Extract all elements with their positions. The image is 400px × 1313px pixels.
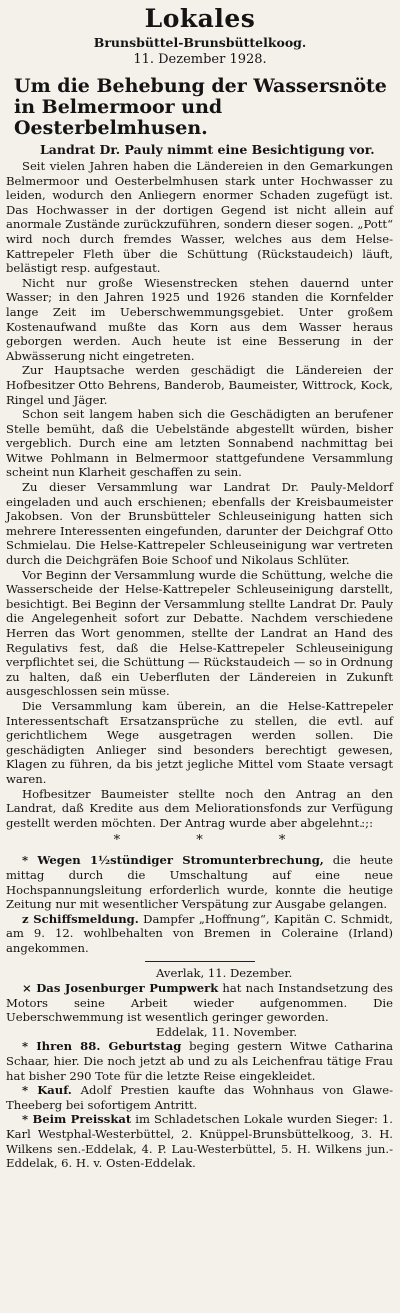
- notice-paragraph: [6, 1083, 393, 1112]
- headline-line-2: in Belmermoor und Oesterbelmhusen.: [14, 96, 223, 139]
- notice-paragraph: [6, 1112, 393, 1170]
- article-headline: [14, 76, 394, 139]
- notice-text: im Schladetschen Lokale wurden Sieger: 1. Karl Westphal-Westerbüttel, 2. Knüppel-Brunsbüttelkoog, 3. H. Wilkens sen.-Eddelak, 4. P. Lau-Westerbüttel, 5. H. Wilkens jun.-Eddelak, 6. H. v. Osten-Eddelak.: [6, 1112, 393, 1171]
- notice-text: die heute mittag durch die Umschaltung auf eine neue Hochspannungsleitung erforderlich wurde, konnte die heutige Zeitung nur mit wesentlicher Verspätung zur Ausgabe gelangen.: [6, 853, 393, 912]
- dateline-averlak: Averlak, 11. Dezember.: [156, 966, 293, 981]
- article-body: [0, 159, 400, 1171]
- dateline-eddelak: Eddelak, 11. November.: [156, 1024, 298, 1039]
- article-paragraph: Schon seit langem haben sich die Geschädigten an berufener Stelle bemüht, daß die Uebelstände abgestellt würden, bisher vergeblich. Durch eine am letzten Sonnabend nachmittag bei Witwe Pohlmann in Belmermoor stattgefundene Versammlung scheint nun Klarheit geschaffen zu sein.: [6, 407, 393, 480]
- article-paragraph: Die Versammlung kam überein, an die Helse-Kattrepeler Interessentschaft Ersatzansprüche zu stellen, die evtl. auf gerichtlichem Wege ausgetragen werden sollen. Die geschädigten Anlieger sind besonders berechtigt gewesen, Klagen zu führen, da bis jetzt jegliche Mittel vom Staate versagt waren.: [6, 698, 393, 786]
- article-paragraph: Nicht nur große Wiesenstrecken stehen dauernd unter Wasser; in den Jahren 1925 und 1926 standen die Kornfelder lange Zeit im Ueberschwemmungsgebiet. Unter großem Kostenaufwand mußte das Korn aus dem Wasser heraus geborgen werden. Auch heute ist eine Besserung in der Abwässerung nicht eingetreten.: [6, 275, 393, 363]
- masthead: [0, 0, 400, 68]
- section-title: Lokales: [144, 4, 256, 33]
- headline-line-1: Um die Behebung der Wassersnöte: [14, 75, 387, 97]
- article-paragraph: Seit vielen Jahren haben die Ländereien in den Gemarkungen Belmermoor und Oesterbelmhusen stark unter Hochwasser zu leiden, wodurch den Anliegern enormer Schaden zugefügt ist. Das Hochwasser in der dortigen Gegend ist nicht allein auf anormale Zustände zurückzuführen, sondern dieser sogen. „Pott“ wird noch durch fremdes Wasser, welches aus dem Helse-Kattrepeler Fleth über die Schüttung (Rückstaudeich) läuft, belästigt resp. aufgestaut.: [6, 159, 393, 276]
- notice-lead: × Das Josenburger Pumpwerk: [22, 981, 219, 996]
- notice-paragraph: [6, 853, 393, 911]
- notice-text: Adolf Prestien kaufte das Wohnhaus von Glawe-Theeberg bei sofortigem Antritt.: [6, 1083, 393, 1112]
- notice-lead: * Kauf.: [22, 1083, 72, 1098]
- article-paragraph: Vor Beginn der Versammlung wurde die Schüttung, welche die Wasserscheide der Helse-Kattrepeler Schleuseinigung darstellt, besichtigt. Bei Beginn der Versammlung stellte Landrat Dr. Pauly die Angelegenheit sofort zur Debatte. Nachdem verschiedene Herren das Wort genommen, stellte der Landrat an Hand des Regulativs fest, daß die Helse-Kattrepeler Schleuseinigung verpflichtet sei, die Schüttung — Rückstaudeich — so in Ordnung zu halten, daß ein Ueberfluten der Ländereien in Zukunft ausgeschlossen sein müsse.: [6, 567, 393, 699]
- notice-paragraph: [6, 1039, 393, 1083]
- notice-text: hat nach Instandsetzung des Motors seine Arbeit wieder aufgenommen. Die Ueberschwemmung ist wesentlich geringer geworden.: [6, 981, 393, 1025]
- notice-lead: z Schiffsmeldung.: [22, 911, 139, 926]
- notice-lead: * Wegen 1½stündiger Stromunterbrechung,: [22, 853, 324, 868]
- notice-paragraph: [6, 912, 393, 956]
- article-paragraph: Zu dieser Versammlung war Landrat Dr. Pauly-Meldorf eingeladen und auch erschienen; ebenfalls der Kreisbaumeister Jakobsen. Von der Brunsbütteler Schleuseinigung hatten sich mehrere Interessenten eingefunden, darunter der Deichgraf Otto Schmielau. Die Helse-Kattrepeler Schleuseinigung war vertreten durch die Deichgräfen Boie Schoof und Nikolaus Schlüter.: [6, 480, 393, 568]
- notice-lead: * Beim Preisskat: [22, 1112, 132, 1127]
- article-subhead: Landrat Dr. Pauly nimmt eine Besichtigung vor.: [40, 142, 375, 157]
- notice-text: Dampfer „Hoffnung“, Kapitän C. Schmidt, am 9. 12. wohlbehalten von Bremen in Coleraine (Irland) angekommen.: [6, 911, 393, 955]
- notice-paragraph: [6, 981, 393, 1025]
- article-paragraph: Zur Hauptsache werden geschädigt die Ländereien der Hofbesitzer Otto Behrens, Banderob, Baumeister, Wittrock, Kock, Ringel und Jäger.: [6, 363, 393, 407]
- article-signature: :;:: [361, 815, 373, 830]
- separator-stars: * * *: [113, 833, 322, 849]
- section-divider: [145, 961, 255, 962]
- notice-text: beging gestern Witwe Catharina Schaar, hier. Die noch jetzt ab und zu als Leichenfrau tätige Frau hat bisher 290 Tote für die letzte Reise eingekleidet.: [6, 1039, 393, 1083]
- article-paragraph: Hofbesitzer Baumeister stellte noch den Antrag an den Landrat, daß Kredite aus dem Meliorationsfonds zur Verfügung gestellt werden möchten. Der Antrag wurde aber abgelehnt.: [6, 786, 393, 830]
- issue-date: 11. Dezember 1928.: [133, 52, 267, 67]
- section-subtitle: Brunsbüttel-Brunsbüttelkoog.: [93, 35, 307, 50]
- notice-lead: * Ihren 88. Geburtstag: [22, 1039, 182, 1054]
